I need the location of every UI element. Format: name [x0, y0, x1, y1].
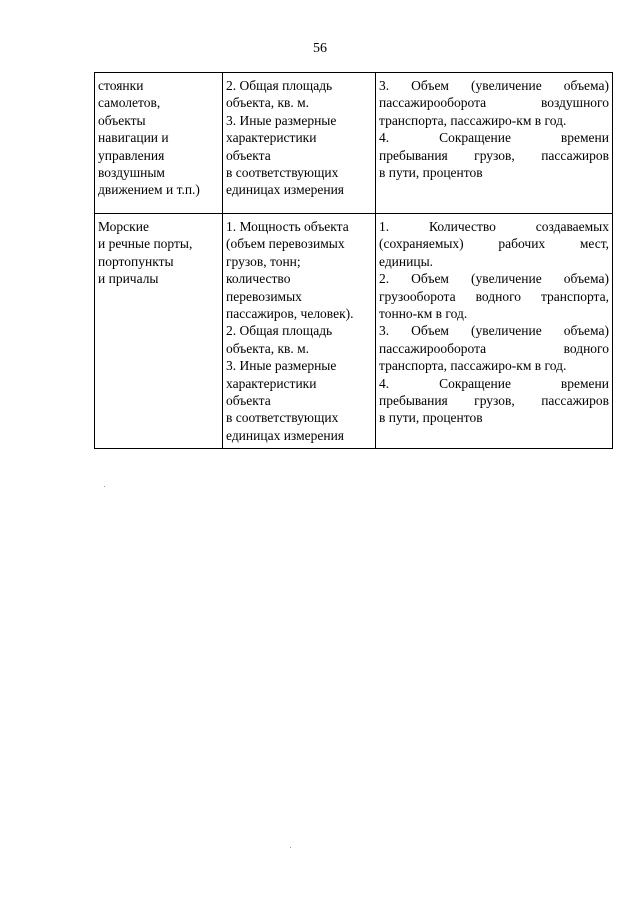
- cell-line: навигации и: [98, 130, 169, 146]
- object-type-cell: [95, 214, 223, 449]
- cell-line: характеристики: [226, 130, 317, 146]
- cell-line: характеристики: [226, 375, 317, 391]
- cell-line: перевозимых: [226, 288, 302, 304]
- cell-line: 1. Мощность объекта: [226, 219, 349, 234]
- cell-line: в пути, процентов: [379, 164, 483, 180]
- table-row: [95, 214, 613, 449]
- cell-line: 3. Иные размерные: [226, 112, 337, 128]
- table-body: [95, 73, 613, 449]
- cell-line: самолетов,: [98, 95, 161, 111]
- cell-line: 1. Количество создаваемых: [379, 219, 609, 234]
- cell-line: 2. Объем (увеличение объема): [379, 271, 609, 287]
- cell-line: 3. Объем (увеличение объема): [379, 78, 609, 93]
- cell-line: пассажирооборота воздушного: [379, 95, 609, 111]
- cell-line: стоянки: [98, 78, 144, 93]
- cell-line: воздушным: [98, 165, 165, 181]
- cell-line: пассажиров, человек).: [226, 306, 354, 322]
- scan-speck: [290, 847, 291, 848]
- cell-line: 3. Иные размерные: [226, 358, 337, 374]
- cell-line: транспорта, пассажиро-км в год.: [379, 358, 567, 374]
- page-number: 56: [313, 41, 327, 56]
- cell-line: пассажирооборота водного: [379, 340, 609, 356]
- cell-line: в соответствующих: [226, 410, 339, 426]
- cell-line: единицах измерения: [226, 182, 344, 198]
- cell-line: 2. Общая площадь: [226, 78, 333, 93]
- cell-line: пребывания грузов, пассажиров: [379, 392, 609, 408]
- cell-line: грузооборота водного транспорта,: [379, 288, 609, 304]
- cell-line: пребывания грузов, пассажиров: [379, 147, 609, 163]
- effect-indicators-cell: [376, 214, 613, 449]
- cell-line: управления: [98, 147, 165, 163]
- cell-line: грузов, тонн;: [226, 253, 301, 269]
- cell-line: (объем перевозимых: [226, 236, 345, 252]
- cell-line: в соответствующих: [226, 165, 339, 181]
- table-row: [95, 73, 613, 214]
- cell-line: 2. Общая площадь: [226, 323, 333, 339]
- cell-line: тонно-км в год.: [379, 305, 468, 321]
- cell-line: объекта: [226, 147, 271, 163]
- cell-line: единицы.: [379, 253, 434, 269]
- cell-line: (сохраняемых) рабочих мест,: [379, 236, 609, 252]
- cell-line: портопункты: [98, 253, 174, 269]
- cell-line: количество: [226, 271, 291, 287]
- cell-line: 4. Сокращение времени: [379, 130, 609, 146]
- cell-line: и речные порты,: [98, 236, 193, 252]
- object-characteristics-cell: [223, 214, 376, 449]
- cell-line: и причалы: [98, 271, 159, 287]
- document-table: [94, 72, 613, 449]
- cell-line: объекта, кв. м.: [226, 340, 310, 356]
- cell-line: Морские: [98, 219, 149, 234]
- cell-line: транспорта, пассажиро-км в год.: [379, 112, 567, 128]
- cell-line: в пути, процентов: [379, 410, 483, 426]
- effect-indicators-cell: [376, 73, 613, 214]
- object-characteristics-cell: [223, 73, 376, 214]
- cell-line: движением и т.п.): [98, 182, 200, 198]
- cell-line: объекта, кв. м.: [226, 95, 310, 111]
- scan-speck: [104, 486, 105, 487]
- cell-line: 4. Сокращение времени: [379, 375, 609, 391]
- cell-line: объекты: [98, 112, 146, 128]
- cell-line: объекта: [226, 393, 271, 409]
- cell-line: единицах измерения: [226, 427, 344, 443]
- cell-line: 3. Объем (увеличение объема): [379, 323, 609, 339]
- object-type-cell: [95, 73, 223, 214]
